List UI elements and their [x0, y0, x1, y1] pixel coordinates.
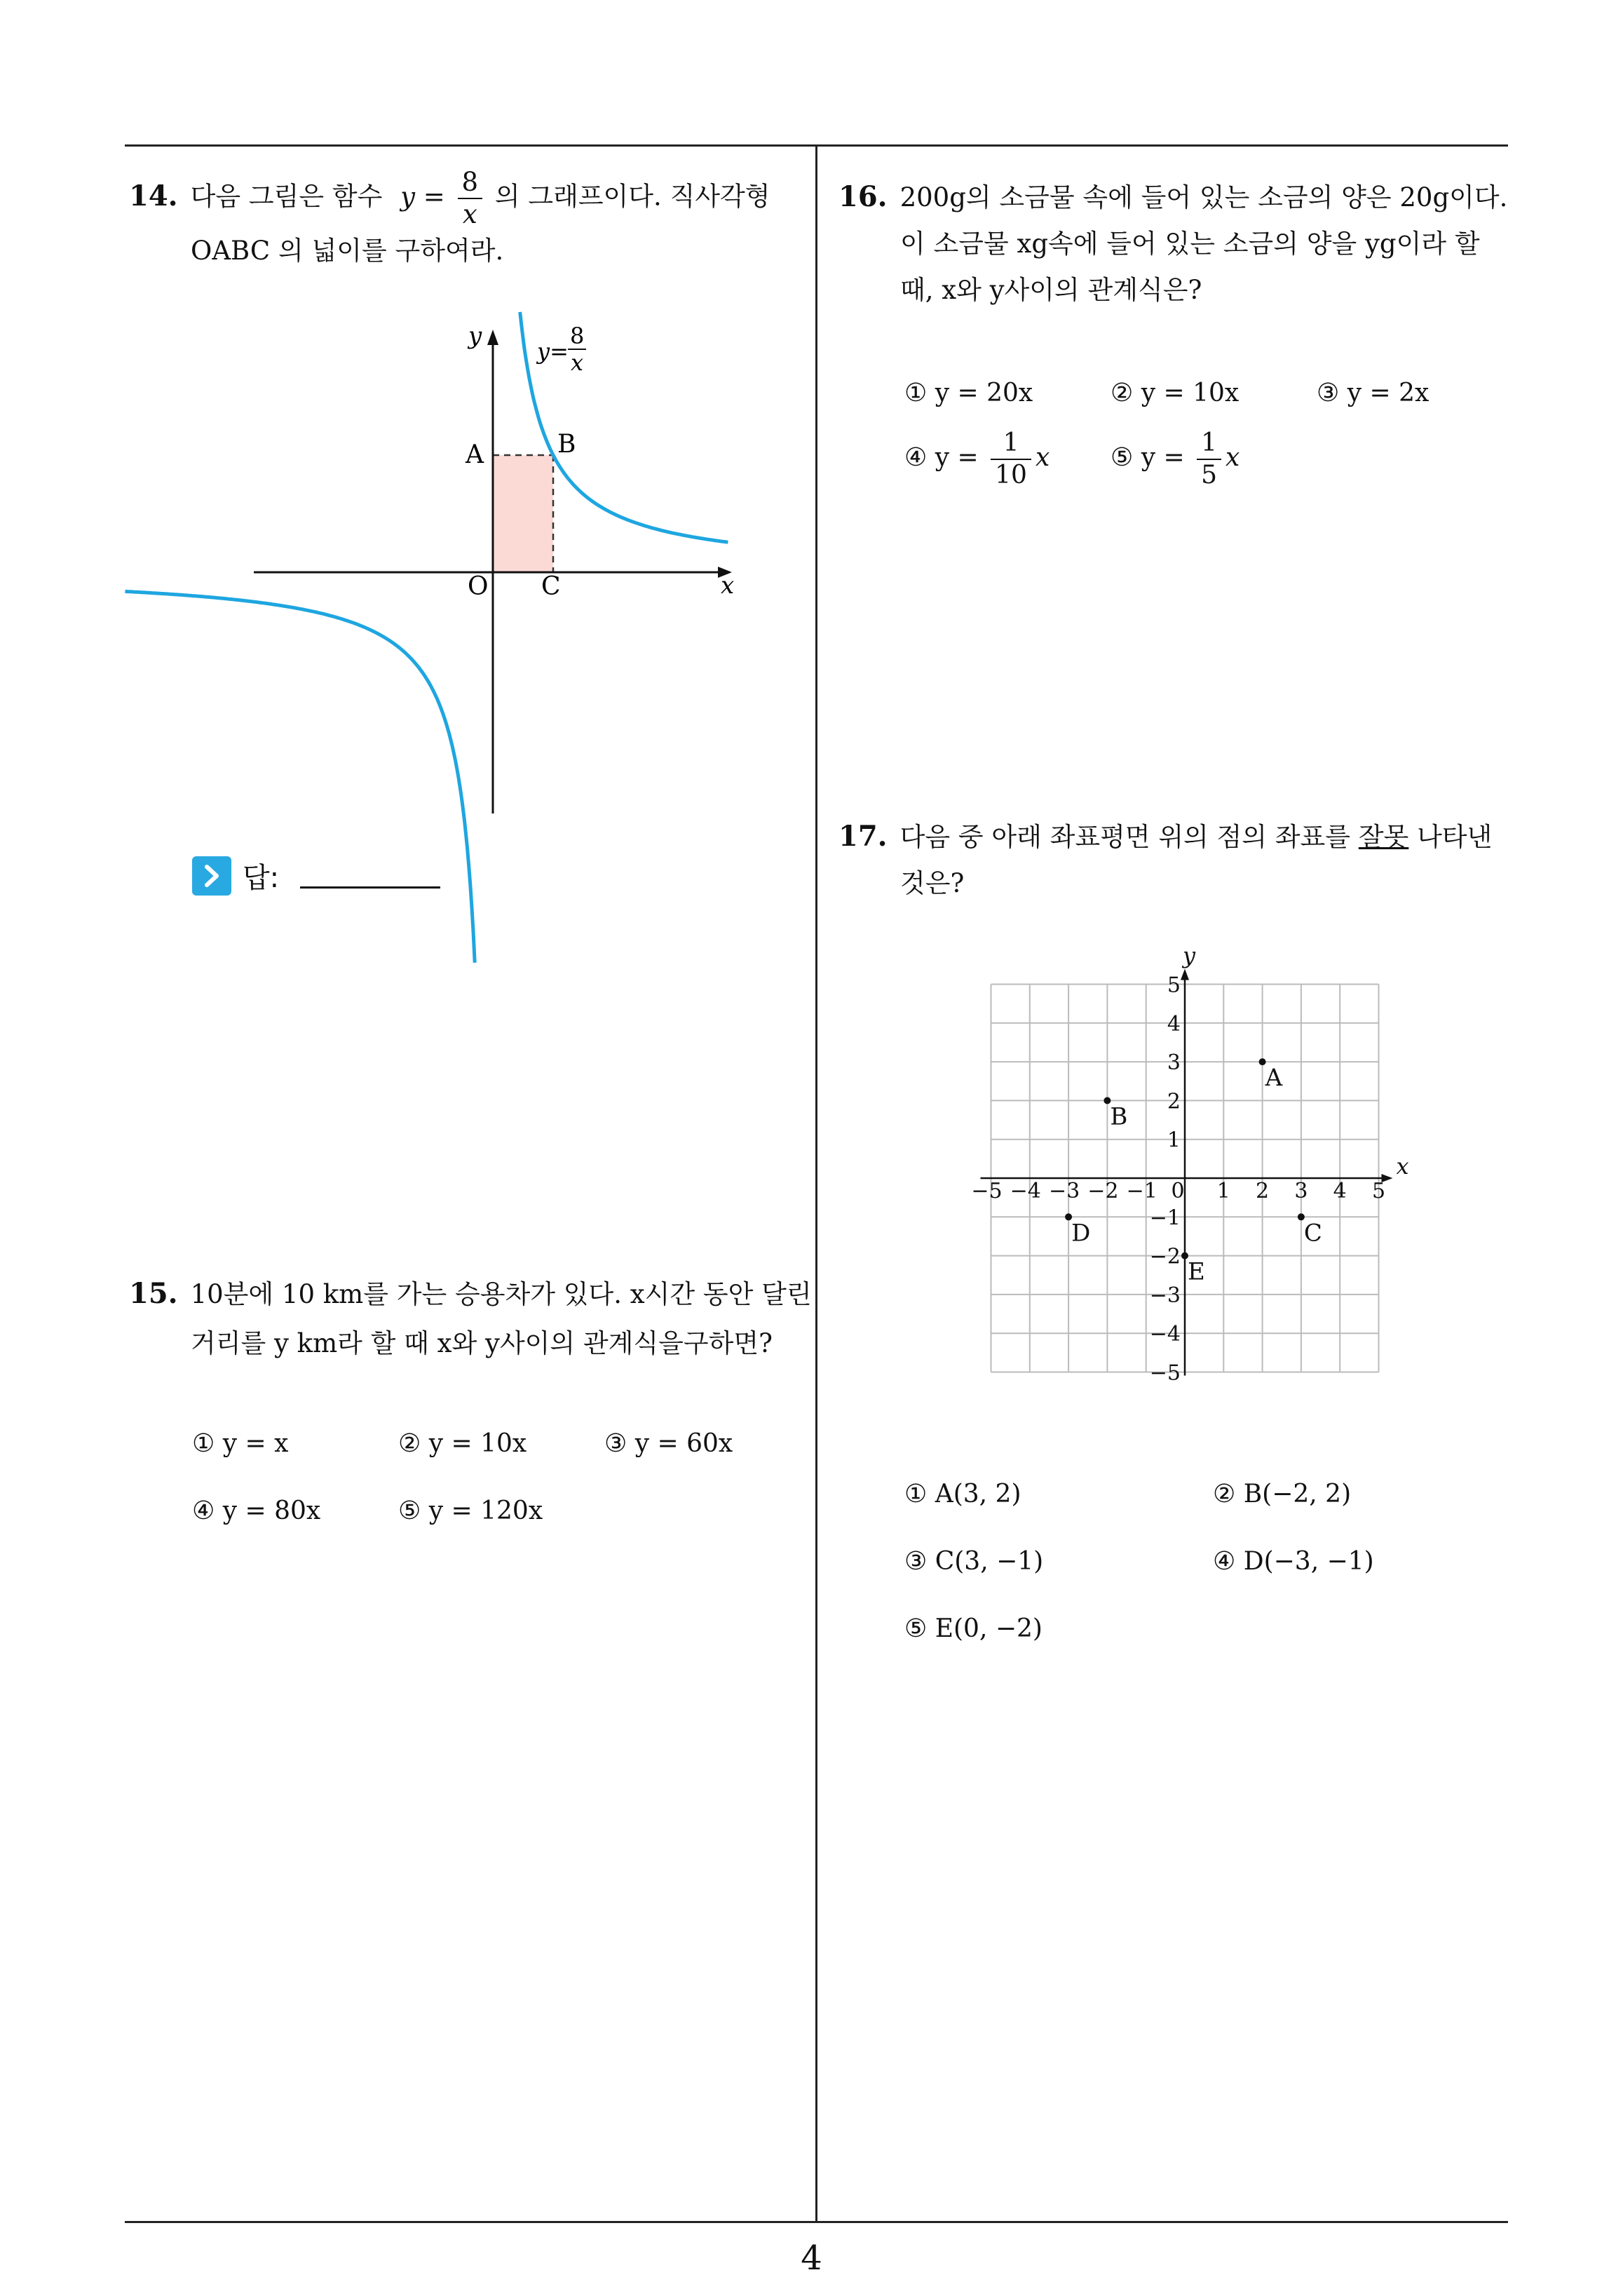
question-text-line2: OABC 의 넓이를 구하여라. — [191, 236, 504, 266]
x-tick-label: 1 — [1216, 1179, 1230, 1203]
option-4-suffix: x — [1035, 443, 1050, 472]
coordinate-grid — [971, 940, 1458, 1389]
question-number: 14. — [129, 179, 178, 212]
question-text: 다음 그림은 함수 — [190, 181, 383, 212]
x-axis-label: x — [1396, 1153, 1409, 1180]
y-tick-label: −4 — [1149, 1322, 1181, 1347]
option-3[interactable]: ③ y = 2x — [1317, 379, 1430, 407]
y-tick-label: 1 — [1167, 1128, 1181, 1153]
x-tick-label: −2 — [1087, 1179, 1119, 1203]
point-label-a: A — [1265, 1064, 1283, 1093]
curve-label-numerator: 8 — [570, 323, 585, 349]
answer-blank[interactable] — [300, 863, 440, 889]
option-5[interactable]: ⑤ E(0, −2) — [904, 1614, 1043, 1643]
question-number: 17. — [838, 820, 888, 853]
question-text: 다음 중 아래 좌표평면 위의 점의 좌표를 — [899, 822, 1351, 852]
rectangle-oabc — [493, 455, 553, 572]
fraction — [458, 167, 483, 230]
point-label-c: C — [1303, 1219, 1322, 1248]
option-4[interactable]: ④ y = 80x — [192, 1497, 321, 1525]
option-3[interactable]: ③ C(3, −1) — [904, 1547, 1044, 1576]
y-axis-label: y — [468, 322, 482, 350]
y-tick-label: 3 — [1167, 1051, 1181, 1076]
option-5-prefix: ⑤ y = — [1111, 443, 1185, 472]
x-tick-label: 5 — [1371, 1179, 1386, 1203]
y-axis-arrow — [1181, 969, 1189, 980]
point-label-e: E — [1188, 1257, 1205, 1286]
question-text: 10분에 10 km를 가는 승용차가 있다. x시간 동안 달린 — [190, 1279, 812, 1309]
x-tick-label: −1 — [1126, 1179, 1157, 1203]
fraction-numerator: 1 — [991, 428, 1031, 460]
y-tick-label: −2 — [1149, 1244, 1181, 1269]
option-2[interactable]: ② y = 10x — [1111, 379, 1240, 407]
question-number: 16. — [838, 180, 888, 213]
fraction-numerator: 8 — [458, 167, 483, 199]
question-number: 15. — [129, 1277, 178, 1310]
option-5[interactable]: ⑤ y = 120x — [398, 1497, 543, 1525]
x-axis-label: x — [721, 572, 735, 600]
option-1[interactable]: ① y = x — [192, 1429, 289, 1458]
point-label-o: O — [468, 572, 489, 601]
option-2[interactable]: ② B(−2, 2) — [1213, 1480, 1352, 1508]
answer-label: 답: — [243, 862, 280, 894]
option-4-prefix: ④ y = — [904, 443, 979, 472]
curve-label-denominator: x — [571, 349, 584, 376]
question-text: 200g의 소금물 속에 들어 있는 소금의 양은 20g이다. — [899, 182, 1508, 212]
point-label-a: A — [466, 440, 484, 469]
math-expression: y = — [400, 181, 445, 212]
fraction-denominator: 10 — [995, 461, 1027, 489]
y-tick-label: −5 — [1149, 1360, 1181, 1386]
fraction-denominator: x — [462, 199, 477, 229]
question-text-line2: 이 소금물 xg속에 들어 있는 소금의 양을 yg이라 할 — [900, 229, 1480, 259]
question-text-line2: 것은? — [900, 868, 965, 898]
y-tick-label: 5 — [1167, 973, 1181, 998]
y-tick-label: −1 — [1149, 1206, 1181, 1231]
x-tick-label: −3 — [1048, 1179, 1080, 1203]
option-3[interactable]: ③ y = 60x — [604, 1429, 733, 1458]
question-text-line2: 거리를 y km라 할 때 x와 y사이의 관계식을구하면? — [191, 1328, 773, 1358]
answer-field — [192, 856, 440, 896]
option-1[interactable]: ① y = 20x — [904, 379, 1033, 407]
point-label-c: C — [541, 572, 561, 601]
point-label-b: B — [557, 430, 576, 459]
question-16 — [838, 174, 1508, 313]
y-tick-label: 2 — [1167, 1089, 1181, 1114]
x-tick-label: 3 — [1294, 1179, 1308, 1203]
point-label-b: B — [1110, 1102, 1128, 1131]
hyperbola-branch-negative — [125, 591, 475, 962]
point-label-d: D — [1071, 1219, 1091, 1248]
bottom-rule — [125, 2221, 1508, 2223]
fraction-numerator: 1 — [1197, 428, 1221, 460]
question-text-underlined: 잘못 — [1358, 822, 1409, 852]
x-tick-label: −5 — [971, 1179, 1003, 1203]
fraction — [991, 428, 1031, 491]
x-tick-label: −4 — [1010, 1179, 1041, 1203]
page-number: 4 — [801, 2238, 822, 2278]
column-divider — [815, 144, 817, 2223]
option-5-suffix: x — [1225, 443, 1240, 472]
hyperbola-graph — [245, 316, 750, 821]
option-2[interactable]: ② y = 10x — [398, 1429, 527, 1458]
question-text: 의 그래프이다. 직사각형 — [494, 181, 770, 212]
option-5[interactable] — [1111, 428, 1240, 491]
option-4[interactable] — [904, 428, 1050, 491]
question-17 — [838, 813, 1505, 907]
question-text-line3: 때, x와 y사이의 관계식은? — [900, 275, 1202, 305]
option-1[interactable]: ① A(3, 2) — [904, 1480, 1021, 1508]
x-tick-label: 2 — [1256, 1179, 1270, 1203]
x-tick-label: 4 — [1333, 1179, 1347, 1203]
question-text: 나타낸 — [1417, 822, 1493, 852]
curve-label: y= — [537, 338, 569, 365]
question-15 — [129, 1269, 812, 1368]
chevron-right-icon — [192, 856, 231, 896]
option-4[interactable]: ④ D(−3, −1) — [1213, 1547, 1374, 1576]
y-tick-label: −3 — [1149, 1283, 1181, 1308]
origin-label: 0 — [1171, 1179, 1185, 1203]
y-axis-label: y — [1182, 942, 1196, 969]
fraction — [1197, 428, 1221, 491]
fraction-denominator: 5 — [1201, 461, 1218, 489]
question-14 — [129, 167, 802, 272]
y-tick-label: 4 — [1167, 1011, 1181, 1036]
